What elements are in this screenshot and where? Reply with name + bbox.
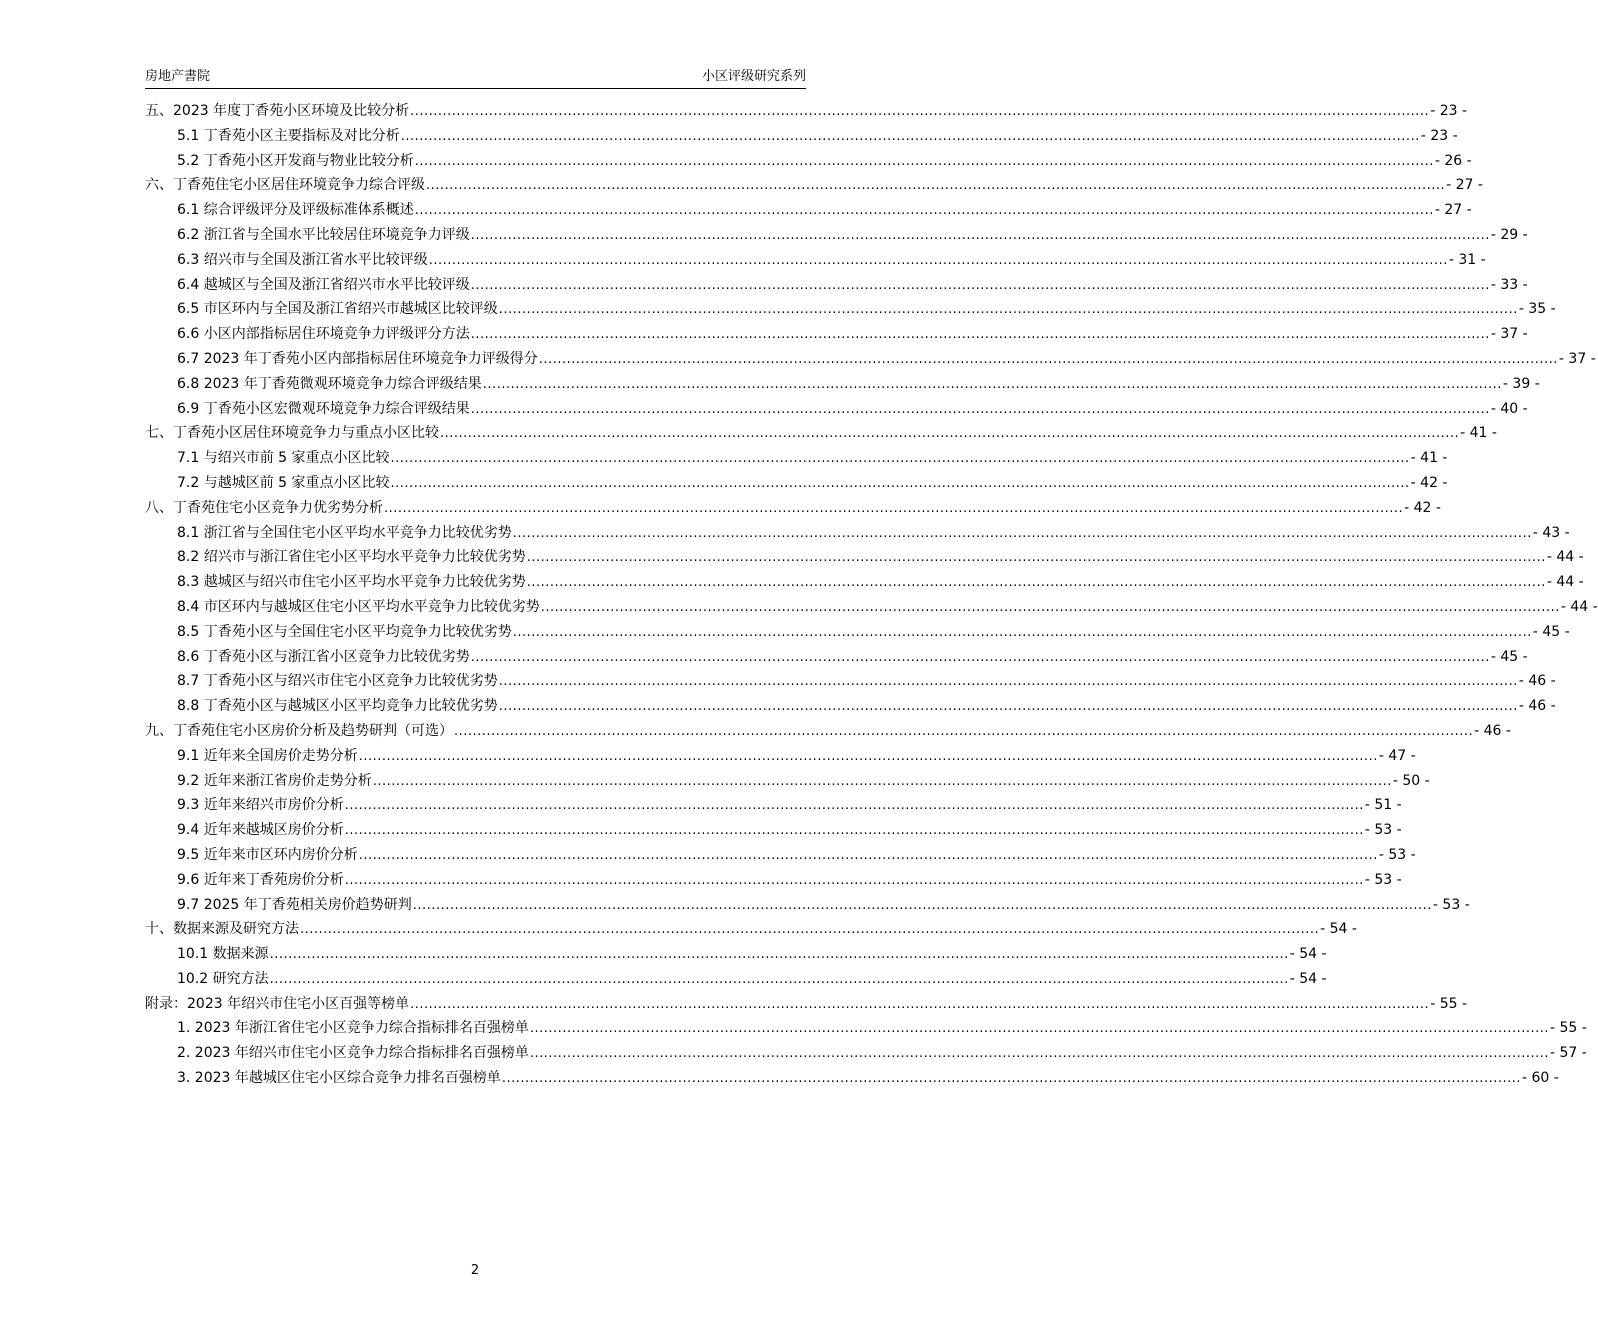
toc-entry-title: 6.4 越城区与全国及浙江省绍兴市水平比较评级 bbox=[177, 276, 470, 293]
toc-entry-page: - 54 - bbox=[1289, 970, 1327, 987]
toc-section-entry[interactable] bbox=[145, 248, 1486, 273]
toc-section-entry[interactable] bbox=[145, 744, 1416, 769]
toc-section-entry[interactable] bbox=[145, 669, 1556, 694]
toc-dot-leader: ............................................................................................................................................................................................................................ bbox=[440, 426, 1460, 442]
toc-section-entry[interactable] bbox=[145, 397, 1528, 422]
toc-entry-page: - 23 - bbox=[1430, 103, 1468, 119]
toc-entry-title: 7.1 与绍兴市前 5 家重点小区比较 bbox=[177, 450, 390, 467]
toc-chapter-entry[interactable] bbox=[145, 917, 1357, 942]
toc-entry-page: - 42 - bbox=[1410, 474, 1448, 491]
toc-section-entry[interactable] bbox=[145, 273, 1528, 298]
toc-entry-page: - 54 - bbox=[1289, 946, 1327, 963]
toc-section-entry[interactable] bbox=[145, 545, 1584, 570]
toc-entry-title: 6.5 市区环内与全国及浙江省绍兴市越城区比较评级 bbox=[177, 301, 498, 318]
toc-entry-page: - 44 - bbox=[1560, 598, 1598, 615]
toc-entry-title: 8.7 丁香苑小区与绍兴市住宅小区竞争力比较优劣势 bbox=[177, 673, 498, 690]
toc-entry-page: - 43 - bbox=[1532, 524, 1570, 541]
toc-section-entry[interactable] bbox=[145, 1016, 1587, 1041]
toc-entry-title: 8.2 绍兴市与浙江省住宅小区平均水平竞争力比较优劣势 bbox=[177, 549, 526, 566]
toc-dot-leader: ............................................................................................................................................................................................................................ bbox=[300, 922, 1320, 938]
toc-entry-title: 八、丁香苑住宅小区竞争力优劣势分析 bbox=[145, 499, 383, 516]
toc-entry-page: - 35 - bbox=[1518, 301, 1556, 318]
toc-entry-page: - 45 - bbox=[1490, 648, 1528, 665]
toc-entry-page: - 57 - bbox=[1550, 1045, 1587, 1062]
toc-dot-leader: ............................................................................................................................................................................................................................ bbox=[269, 971, 1289, 987]
toc-dot-leader: ............................................................................................................................................................................................................................ bbox=[540, 599, 1560, 615]
header-series-title: 小区评级研究系列 bbox=[701, 69, 806, 84]
toc-dot-leader: ............................................................................................................................................................................................................................ bbox=[410, 996, 1430, 1012]
toc-dot-leader: ............................................................................................................................................................................................................................ bbox=[498, 302, 1518, 318]
toc-dot-leader: ............................................................................................................................................................................................................................ bbox=[498, 674, 1518, 690]
toc-dot-leader: ............................................................................................................................................................................................................................ bbox=[400, 128, 1420, 144]
toc-dot-leader: ............................................................................................................................................................................................................................ bbox=[470, 327, 1490, 343]
toc-entry-title: 9.4 近年来越城区房价分析 bbox=[177, 822, 344, 839]
toc-entry-page: - 31 - bbox=[1448, 251, 1486, 268]
toc-section-entry[interactable] bbox=[145, 372, 1540, 397]
toc-dot-leader: ............................................................................................................................................................................................................................ bbox=[269, 947, 1289, 963]
toc-dot-leader: ............................................................................................................................................................................................................................ bbox=[390, 475, 1410, 491]
toc-entry-title: 6.2 浙江省与全国水平比较居住环境竞争力评级 bbox=[177, 226, 470, 243]
toc-entry-page: - 37 - bbox=[1558, 350, 1596, 367]
toc-entry-page: - 42 - bbox=[1404, 499, 1441, 516]
toc-entry-page: - 29 - bbox=[1490, 226, 1528, 243]
toc-entry-page: - 41 - bbox=[1410, 450, 1448, 467]
toc-chapter-entry[interactable] bbox=[145, 719, 1511, 744]
toc-entry-page: - 46 - bbox=[1518, 673, 1556, 690]
toc-section-entry[interactable] bbox=[145, 198, 1472, 223]
toc-section-entry[interactable] bbox=[145, 893, 1470, 918]
page-header bbox=[145, 68, 806, 89]
toc-entry-title: 五、2023 年度丁香苑小区环境及比较分析 bbox=[145, 103, 410, 119]
toc-entry-title: 8.5 丁香苑小区与全国住宅小区平均竞争力比较优劣势 bbox=[177, 623, 512, 640]
toc-section-entry[interactable] bbox=[145, 446, 1448, 471]
toc-dot-leader: ............................................................................................................................................................................................................................ bbox=[390, 451, 1410, 467]
toc-entry-title: 6.7 2023 年丁香苑小区内部指标居住环境竞争力评级得分 bbox=[177, 350, 538, 367]
toc-chapter-entry[interactable] bbox=[145, 992, 1468, 1017]
toc-dot-leader: ............................................................................................................................................................................................................................ bbox=[512, 525, 1532, 541]
toc-entry-page: - 46 - bbox=[1518, 698, 1556, 715]
toc-section-entry[interactable] bbox=[145, 521, 1570, 546]
toc-entry-page: - 53 - bbox=[1378, 846, 1416, 863]
toc-chapter-entry[interactable] bbox=[145, 173, 1483, 198]
toc-section-entry[interactable] bbox=[145, 694, 1556, 719]
toc-chapter-entry[interactable] bbox=[145, 496, 1441, 521]
toc-entry-title: 6.8 2023 年丁香苑微观环境竞争力综合评级结果 bbox=[177, 375, 482, 392]
toc-section-entry[interactable] bbox=[145, 223, 1528, 248]
toc-entry-title: 6.3 绍兴市与全国及浙江省水平比较评级 bbox=[177, 251, 428, 268]
toc-entry-page: - 45 - bbox=[1532, 623, 1570, 640]
toc-dot-leader: ............................................................................................................................................................................................................................ bbox=[372, 773, 1392, 789]
toc-entry-title: 九、丁香苑住宅小区房价分析及趋势研判（可选） bbox=[145, 722, 453, 739]
toc-entry-title: 8.6 丁香苑小区与浙江省小区竞争力比较优劣势 bbox=[177, 648, 470, 665]
toc-entry-page: - 54 - bbox=[1320, 921, 1357, 938]
toc-entry-page: - 50 - bbox=[1392, 772, 1430, 789]
toc-dot-leader: ............................................................................................................................................................................................................................ bbox=[358, 847, 1378, 863]
toc-dot-leader: ............................................................................................................................................................................................................................ bbox=[526, 575, 1546, 591]
toc-entry-page: - 40 - bbox=[1490, 400, 1528, 417]
toc-dot-leader: ............................................................................................................................................................................................................................ bbox=[538, 351, 1558, 367]
toc-section-entry[interactable] bbox=[145, 124, 1458, 149]
toc-entry-page: - 39 - bbox=[1502, 375, 1540, 392]
toc-entry-page: - 27 - bbox=[1446, 177, 1483, 194]
toc-dot-leader: ............................................................................................................................................................................................................................ bbox=[454, 723, 1474, 739]
toc-section-entry[interactable] bbox=[145, 645, 1528, 670]
toc-dot-leader: ............................................................................................................................................................................................................................ bbox=[358, 748, 1378, 764]
toc-dot-leader: ............................................................................................................................................................................................................................ bbox=[501, 1071, 1522, 1087]
toc-entry-title: 6.6 小区内部指标居住环境竞争力评级评分方法 bbox=[177, 326, 470, 343]
toc-entry-page: - 55 - bbox=[1430, 995, 1468, 1012]
toc-entry-page: - 41 - bbox=[1460, 425, 1497, 442]
toc-dot-leader: ............................................................................................................................................................................................................................ bbox=[344, 872, 1364, 888]
toc-entry-page: - 47 - bbox=[1378, 747, 1416, 764]
toc-entry-page: - 26 - bbox=[1434, 152, 1472, 169]
toc-section-entry[interactable] bbox=[145, 620, 1570, 645]
toc-entry-title: 8.4 市区环内与越城区住宅小区平均水平竞争力比较优劣势 bbox=[177, 598, 540, 615]
toc-entry-title: 10.2 研究方法 bbox=[177, 970, 269, 987]
toc-dot-leader: ............................................................................................................................................................................................................................ bbox=[344, 823, 1364, 839]
toc-dot-leader: ............................................................................................................................................................................................................................ bbox=[470, 277, 1490, 293]
toc-entry-title: 5.1 丁香苑小区主要指标及对比分析 bbox=[177, 127, 400, 144]
toc-entry-title: 七、丁香苑小区居住环境竞争力与重点小区比较 bbox=[145, 425, 439, 442]
toc-section-entry[interactable] bbox=[145, 322, 1528, 347]
toc-dot-leader: ............................................................................................................................................................................................................................ bbox=[482, 376, 1502, 392]
toc-dot-leader: ............................................................................................................................................................................................................................ bbox=[428, 252, 1448, 268]
toc-chapter-entry[interactable] bbox=[145, 99, 1468, 124]
toc-entry-page: - 53 - bbox=[1364, 822, 1402, 839]
toc-dot-leader: ............................................................................................................................................................................................................................ bbox=[344, 798, 1364, 814]
toc-entry-page: - 33 - bbox=[1490, 276, 1528, 293]
toc-dot-leader: ............................................................................................................................................................................................................................ bbox=[412, 897, 1432, 913]
toc-entry-title: 6.9 丁香苑小区宏微观环境竞争力综合评级结果 bbox=[177, 400, 470, 417]
toc-section-entry[interactable] bbox=[145, 149, 1472, 174]
toc-entry-page: - 44 - bbox=[1546, 549, 1584, 566]
toc-entry-page: - 23 - bbox=[1420, 127, 1458, 144]
toc-section-entry[interactable] bbox=[145, 942, 1327, 967]
toc-dot-leader: ............................................................................................................................................................................................................................ bbox=[498, 699, 1518, 715]
toc-section-entry[interactable] bbox=[145, 843, 1416, 868]
toc-dot-leader: ............................................................................................................................................................................................................................ bbox=[529, 1046, 1550, 1062]
toc-entry-title: 1. 2023 年浙江省住宅小区竞争力综合指标排名百强榜单 bbox=[177, 1020, 529, 1037]
toc-section-entry[interactable] bbox=[145, 967, 1327, 992]
toc-chapter-entry[interactable] bbox=[145, 421, 1497, 446]
toc-entry-title: 7.2 与越城区前 5 家重点小区比较 bbox=[177, 474, 390, 491]
toc-entry-page: - 51 - bbox=[1364, 797, 1402, 814]
toc-entry-page: - 60 - bbox=[1522, 1070, 1559, 1087]
toc-dot-leader: ............................................................................................................................................................................................................................ bbox=[414, 153, 1434, 169]
toc-dot-leader: ............................................................................................................................................................................................................................ bbox=[470, 227, 1490, 243]
toc-dot-leader: ............................................................................................................................................................................................................................ bbox=[512, 624, 1532, 640]
toc-entry-page: - 53 - bbox=[1364, 871, 1402, 888]
page-number: 2 bbox=[470, 1263, 480, 1278]
toc-entry-title: 10.1 数据来源 bbox=[177, 946, 269, 963]
toc-entry-page: - 46 - bbox=[1474, 722, 1511, 739]
toc-section-entry[interactable] bbox=[145, 570, 1584, 595]
toc-section-entry[interactable] bbox=[145, 471, 1448, 496]
toc-entry-title: 六、丁香苑住宅小区居住环境竞争力综合评级 bbox=[145, 177, 425, 194]
toc-entry-title: 十、数据来源及研究方法 bbox=[145, 921, 299, 938]
toc-section-entry[interactable] bbox=[145, 1066, 1559, 1091]
toc-section-entry[interactable] bbox=[145, 595, 1598, 620]
toc-dot-leader: ............................................................................................................................................................................................................................ bbox=[426, 178, 1446, 194]
toc-entry-title: 9.6 近年来丁香苑房价分析 bbox=[177, 871, 344, 888]
toc-entry-page: - 44 - bbox=[1546, 574, 1584, 591]
table-of-contents bbox=[145, 99, 1598, 1091]
toc-section-entry[interactable] bbox=[145, 818, 1402, 843]
toc-entry-title: 3. 2023 年越城区住宅小区综合竞争力排名百强榜单 bbox=[177, 1070, 501, 1087]
toc-entry-title: 2. 2023 年绍兴市住宅小区竞争力综合指标排名百强榜单 bbox=[177, 1045, 529, 1062]
toc-entry-title: 9.7 2025 年丁香苑相关房价趋势研判 bbox=[177, 896, 412, 913]
toc-dot-leader: ............................................................................................................................................................................................................................ bbox=[470, 649, 1490, 665]
toc-dot-leader: ............................................................................................................................................................................................................................ bbox=[470, 401, 1490, 417]
toc-entry-title: 8.3 越城区与绍兴市住宅小区平均水平竞争力比较优劣势 bbox=[177, 574, 526, 591]
toc-dot-leader: ............................................................................................................................................................................................................................ bbox=[529, 1021, 1550, 1037]
toc-entry-title: 8.8 丁香苑小区与越城区小区平均竞争力比较优劣势 bbox=[177, 698, 498, 715]
toc-entry-page: - 37 - bbox=[1490, 326, 1528, 343]
toc-dot-leader: ............................................................................................................................................................................................................................ bbox=[414, 203, 1434, 219]
toc-entry-title: 9.1 近年来全国房价走势分析 bbox=[177, 747, 358, 764]
toc-entry-title: 8.1 浙江省与全国住宅小区平均水平竞争力比较优劣势 bbox=[177, 524, 512, 541]
toc-section-entry[interactable] bbox=[145, 769, 1430, 794]
toc-entry-title: 9.5 近年来市区环内房价分析 bbox=[177, 846, 358, 863]
toc-section-entry[interactable] bbox=[145, 868, 1402, 893]
toc-section-entry[interactable] bbox=[145, 793, 1402, 818]
toc-entry-title: 5.2 丁香苑小区开发商与物业比较分析 bbox=[177, 152, 414, 169]
toc-entry-title: 9.3 近年来绍兴市房价分析 bbox=[177, 797, 344, 814]
toc-entry-page: - 53 - bbox=[1432, 896, 1470, 913]
toc-section-entry[interactable] bbox=[145, 347, 1596, 372]
toc-section-entry[interactable] bbox=[145, 297, 1556, 322]
toc-entry-page: - 27 - bbox=[1434, 202, 1472, 219]
toc-section-entry[interactable] bbox=[145, 1041, 1587, 1066]
toc-dot-leader: ............................................................................................................................................................................................................................ bbox=[410, 104, 1430, 119]
toc-entry-title: 附录：2023 年绍兴市住宅小区百强等榜单 bbox=[145, 995, 410, 1012]
toc-dot-leader: ............................................................................................................................................................................................................................ bbox=[384, 500, 1404, 516]
toc-entry-page: - 55 - bbox=[1550, 1020, 1587, 1037]
header-publisher: 房地产書院 bbox=[145, 69, 211, 84]
toc-entry-title: 6.1 综合评级评分及评级标准体系概述 bbox=[177, 202, 414, 219]
toc-dot-leader: ............................................................................................................................................................................................................................ bbox=[526, 550, 1546, 566]
toc-entry-title: 9.2 近年来浙江省房价走势分析 bbox=[177, 772, 372, 789]
